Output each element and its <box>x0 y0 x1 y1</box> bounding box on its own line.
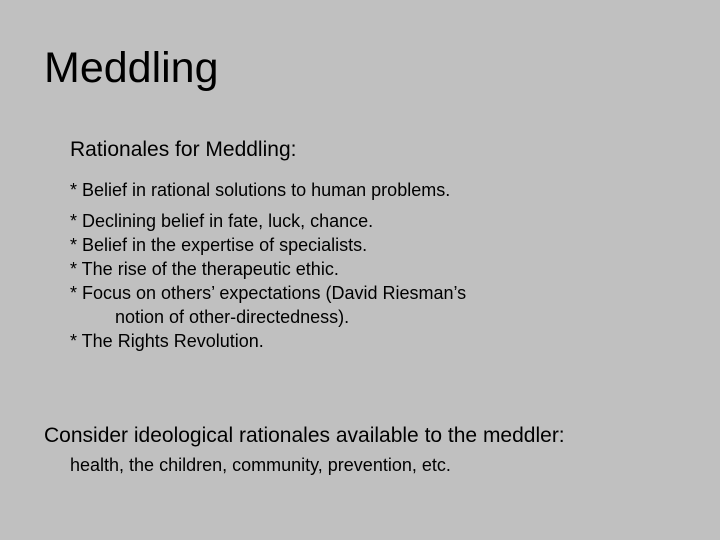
rationales-heading: Rationales for Meddling: <box>70 138 297 161</box>
rationale-item: * The rise of the therapeutic ethic. <box>70 259 339 279</box>
rationale-item: * The Rights Revolution. <box>70 331 264 351</box>
consider-heading: Consider ideological rationales available to the meddler: <box>44 424 565 447</box>
rationale-item: * Declining belief in fate, luck, chance. <box>70 211 374 231</box>
slide-title: Meddling <box>44 44 219 92</box>
rationale-item: * Belief in rational solutions to human problems. <box>70 180 451 200</box>
rationale-item: * Belief in the expertise of specialists. <box>70 235 368 255</box>
rationale-item-continuation: notion of other-directedness). <box>115 307 350 327</box>
rationales-list <box>70 178 466 353</box>
examples-text: health, the children, community, prevention, etc. <box>70 455 451 475</box>
rationale-item: * Focus on others’ expectations (David Riesman’s <box>70 283 467 303</box>
